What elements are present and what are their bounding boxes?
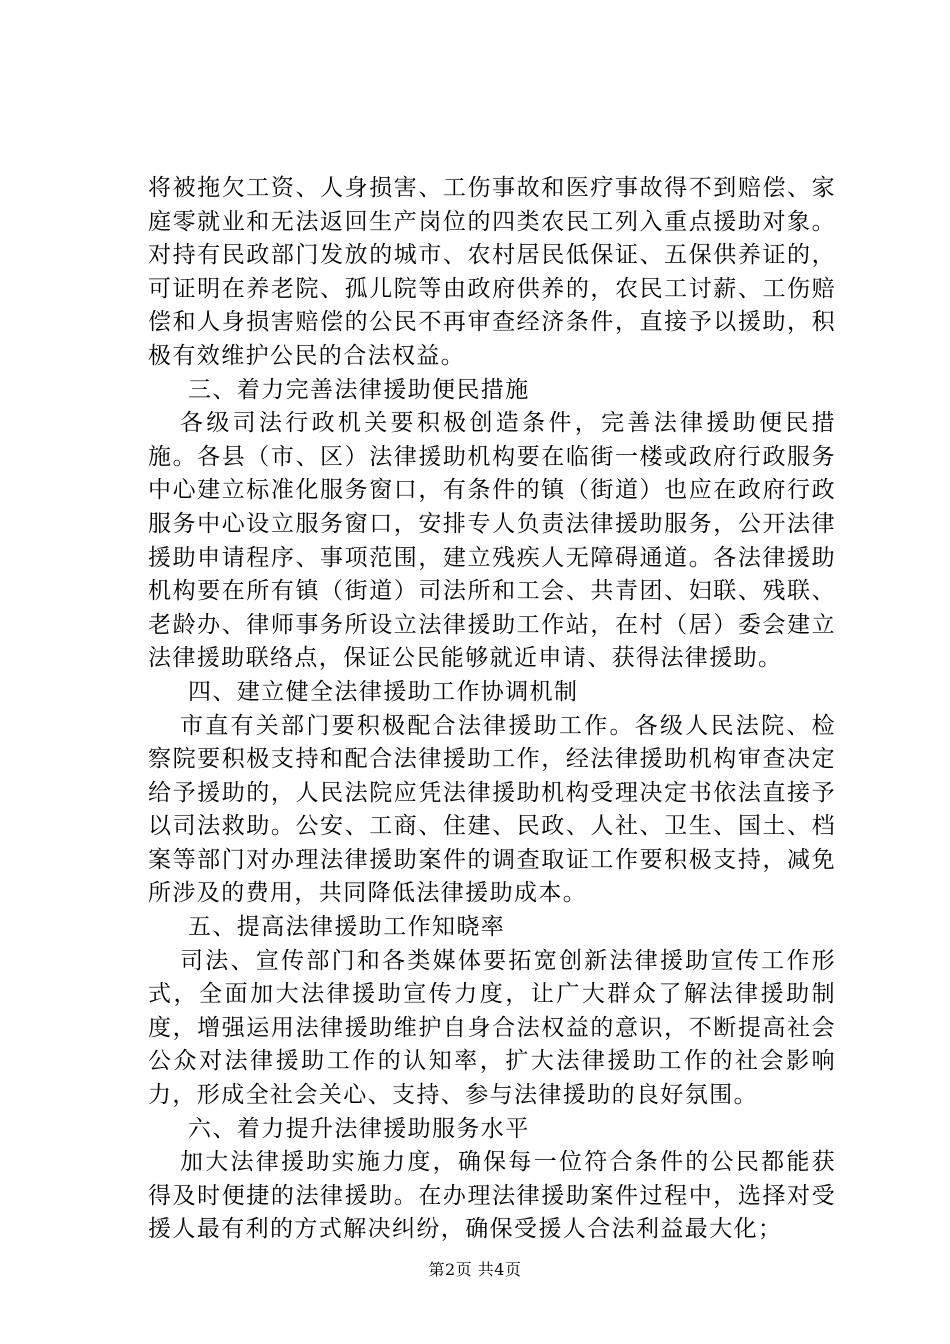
paragraph-coordination: 市直有关部门要积极配合法律援助工作。各级人民法院、检察院要积极支持和配合法律援助工作，经法律援助机构审查决定给予援助的，人民法院应凭法律援助机构受理决定书依法直接予以司法救助。公安、工商、住建、民政、人社、卫生、国土、档案等部门对办理法律援助案件的调查取证工作要积极支持，减免所涉及的费用，共同降低法律援助成本。	[148, 712, 836, 907]
document-body	[148, 172, 836, 1247]
page-footer	[0, 1260, 950, 1280]
paragraph-continuation: 将被拖欠工资、人身损害、工伤事故和医疗事故得不到赔偿、家庭零就业和无法返回生产岗位的四类农民工列入重点援助对象。对持有民政部门发放的城市、农村居民低保证、五保供养证的，可证明在养老院、孤儿院等由政府供养的，农民工讨薪、工伤赔偿和人身损害赔偿的公民不再审查经济条件，直接予以援助，积极有效维护公民的合法权益。	[148, 175, 836, 369]
section-heading-six: 六、着力提升法律援助服务水平	[188, 1115, 530, 1142]
paragraph-convenience-measures: 各级司法行政机关要积极创造条件，完善法律援助便民措施。各县（市、区）法律援助机构要在临街一楼或政府行政服务中心建立标准化服务窗口，有条件的镇（街道）也应在政府行政服务中心设立服务窗口，安排专人负责法律援助服务，公开法律援助申请程序、事项范围，建立残疾人无障碍通道。各法律援助机构要在所有镇（街道）司法所和工会、共青团、妇联、残联、老龄办、律师事务所设立法律援助工作站，在村（居）委会建立法律援助联络点，保证公民能够就近申请、获得法律援助。	[148, 410, 836, 672]
section-heading-four: 四、建立健全法律援助工作协调机制	[188, 678, 579, 705]
paragraph-service-level: 加大法律援助实施力度，确保每一位符合条件的公民都能获得及时便捷的法律援助。在办理法律援助案件过程中，选择对受援人最有利的方式解决纠纷，确保受援人合法利益最大化；	[148, 1149, 836, 1243]
page-number-label: 第2页 共4页	[428, 1260, 522, 1279]
section-heading-three: 三、着力完善法律援助便民措施	[188, 376, 530, 403]
paragraph-awareness: 司法、宣传部门和各类媒体要拓宽创新法律援助宣传工作形式，全面加大法律援助宣传力度，让广大群众了解法律援助制度，增强运用法律援助维护自身合法权益的意识，不断提高社会公众对法律援助工作的认知率，扩大法律援助工作的社会影响力，形成全社会关心、支持、参与法律援助的良好氛围。	[148, 947, 836, 1109]
section-heading-five: 五、提高法律援助工作知晓率	[188, 914, 506, 941]
